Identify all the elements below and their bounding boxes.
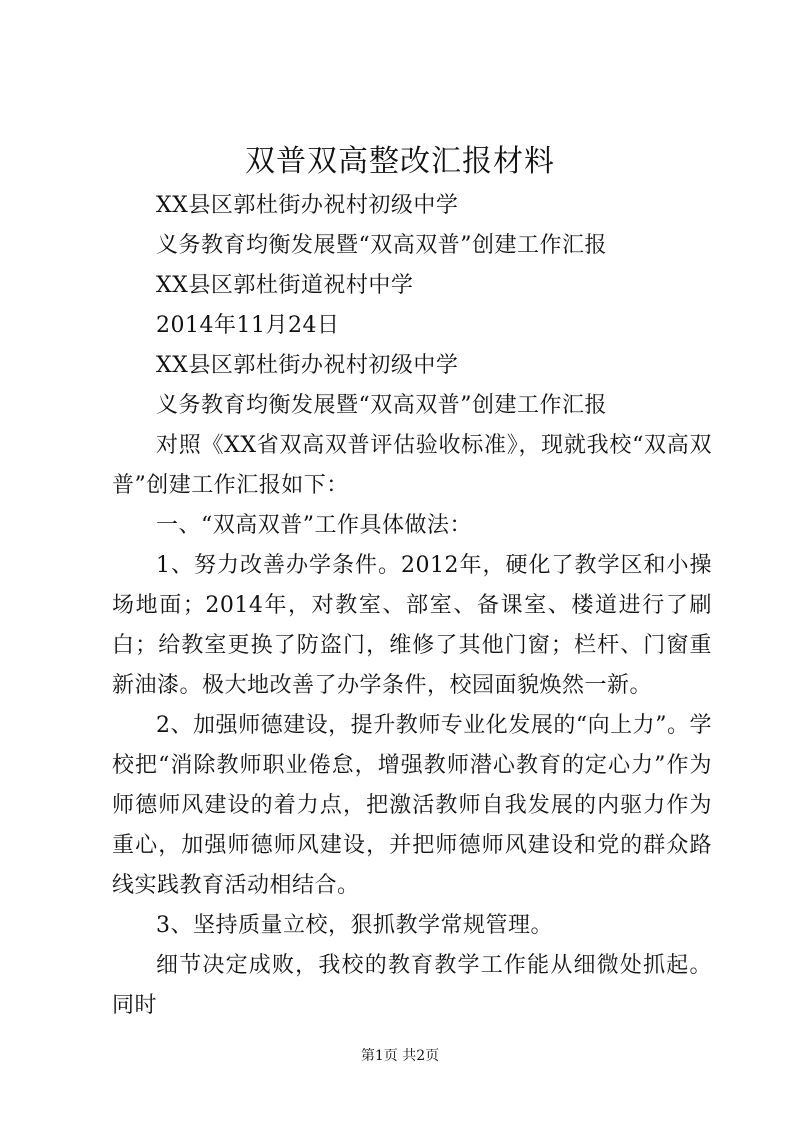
page-footer: 第1页 共2页 (360, 1048, 440, 1064)
header-line-school: XX县区郭杜街办祝村初级中学 (156, 193, 459, 218)
item-2-paragraph: 2、加强师德建设，提升教师专业化发展的“向上力”。学校把“消除教师职业倦怠，增强教师潜心教育的定心力”作为师德师风建设的着力点，把激活教师自我发展的内驱力作为重心，加强师德师风建设，并把师德师风建设和党的群众路线实践教育活动相结合。 (112, 713, 712, 898)
document-title: 双普双高整改汇报材料 (245, 144, 555, 179)
header-line-school-alt: XX县区郭杜街道祝村中学 (156, 273, 414, 298)
header-line-report-title: 义务教育均衡发展暨“双高双普”创建工作汇报 (156, 233, 607, 258)
intro-paragraph: 对照《XX省双高双普评估验收标准》，现就我校“双高双普”创建工作汇报如下： (112, 433, 712, 498)
item-3-paragraph: 细节决定成败，我校的教育教学工作能从细微处抓起。同时 (112, 953, 712, 1018)
item-1-paragraph: 1、努力改善办学条件。2012年，硬化了教学区和小操场地面；2014年，对教室、部室、备课室、楼道进行了刷白；给教室更换了防盗门，维修了其他门窗；栏杆、门窗重新油漆。极大地改善了办学条件，校园面貌焕然一新。 (112, 553, 712, 698)
section-heading: 一、“双高双普”工作具体做法： (156, 513, 472, 538)
header-line-school-repeat: XX县区郭杜街办祝村初级中学 (156, 353, 459, 378)
header-line-date: 2014年11月24日 (156, 313, 340, 338)
document-body (112, 186, 712, 1026)
item-3-heading: 3、坚持质量立校，狠抓教学常规管理。 (156, 913, 553, 938)
header-line-report-title-repeat: 义务教育均衡发展暨“双高双普”创建工作汇报 (156, 393, 607, 418)
